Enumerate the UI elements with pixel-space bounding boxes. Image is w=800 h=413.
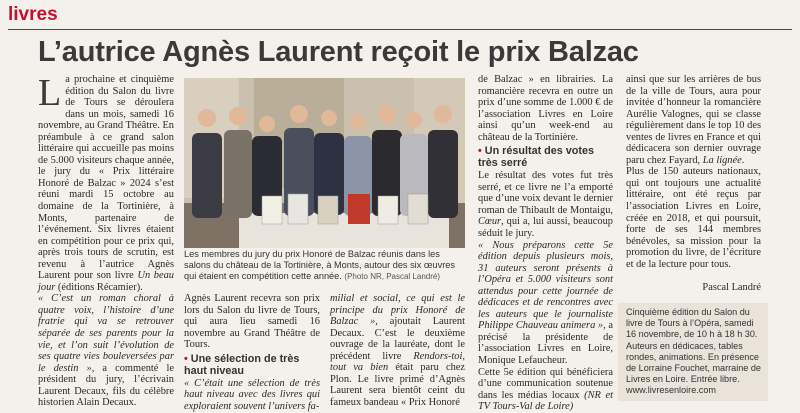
article-column-1 [38,74,174,409]
subheading-text: Une sélection de très haut niveau [184,352,300,377]
article-paragraph-end: (éditions Récamier). [55,281,143,293]
photo-credit: (Photo NR, Pascal Landré) [344,272,441,281]
jury-photo-illustration [184,78,465,248]
section-label: livres [8,4,58,25]
article-paragraph: Plus de 150 auteurs nationaux, qui ont toujours une actualité littéraire, ont été reçus par l’association Livres en Loire, créée en 2018, et qui poursuit, forte de ses 144 membres bénévoles, sa mission pour la promotion du livre, de l’écriture et de la lecture pour tous. [626,166,761,270]
photo-caption [184,249,465,282]
subheading [478,145,613,169]
event-info-line: En présence de Lorraine Fouchet, marraine de Livres en Loire. Entrée libre. [626,351,761,385]
jury-quote: « C’était une sélection de très haut niveau avec des livres qui exploraient souvent l’univers fa- [184,377,320,412]
bullet-icon: • [184,352,188,365]
event-info-line: Cinquième édition du Salon du livre de Tours à l’Opéra, samedi 16 novembre, de 10 h à 18 h 30. Auteurs en dédicaces, tables rondes, animations. [626,307,758,362]
author-signature: Pascal Landré [702,282,761,293]
article-paragraph: , a commenté le président du jury, l’écrivain Laurent Decaux, fils du célèbre historien Alain Decaux. [38,362,174,409]
headline: L’autrice Agnès Laurent reçoit le prix Balzac [38,36,639,68]
book-title: Cœur [478,216,502,228]
event-info-text [626,307,766,397]
article-paragraph: Cette 5e édition qui bénéficiera d’une communication soutenue dans les médias locaux [478,366,613,401]
book-title: Un beau jour [38,270,174,293]
article-column-5: ainsi que sur les arrières de bus de la ville de Tours, aura pour invitée d’honneur la romancière Aurélie Valognes, qui se classe régulièrement dans le top 10 des ventes de livres en France et qui dédicacera son dernier ouvrage paru chez Fayard, La lignée. Plus de 150 auteurs nationaux, qui ont toujours une actualité littéraire, ont été reçus par l’association Livres en Loire, créée en 2018, et qui poursuit, forte de ses 144 membres bénévoles, sa mission pour la promotion du livre, de l’écriture et de la lecture pour tous. [626,74,761,270]
subheading-text: Un résultat des votes très serré [478,145,594,170]
jury-photo [184,78,465,248]
book-title: Rendors-toi, tout va bien [330,350,465,374]
article-paragraph: ainsi que sur les arrières de bus de la ville de Tours, aura pour invitée d’honneur la romancière Aurélie Valognes, qui se classe régulièrement dans le top 10 des ventes de livres en France et qui dédicacera son dernier ouvrage paru chez Fayard, [626,74,761,166]
subheading [184,353,320,377]
event-info-box [618,303,768,401]
article-paragraph-end: , qui a, lui aussi, beaucoup séduit le jury. [478,216,613,240]
article-paragraph: a prochaine et cinquième édition du Salon du livre de Tours se déroulera dans un mois, samedi 16 novembre, au Grand Théâtre. En préambule à ce grand salon littéraire qui accueille pas moins de 5.000 visiteurs chaque année, le jury du « Prix littéraire Honoré de Balzac » 2024 s’est réuni mardi 15 octobre au domaine de la Tortinière, à Monts, partenaire de l’événement. Six livres étaient en compétition pour ce prix qui, après trois tours de scrutin, est revenu à l’autrice Agnès Laurent pour son livre [38,74,174,282]
event-website-link[interactable]: www.livresenloire.com [626,385,716,396]
drop-cap: L [38,72,62,114]
jury-quote: « C’est un roman choral à quatre voix, l’histoire d’une fratrie qui va se retrouver séparée de ses parents pour la vie, et l’on suit l’évolution de ses quatre vies bouleversées par le destin » [38,293,174,374]
article-paragraph: Le résultat des votes fut très serré, et ce livre ne l’a emporté que d’une voix devant le dernier roman de Thibault de Montaigu, [478,170,613,216]
president-quote: « Nous préparons cette 5e édition depuis plusieurs mois, 31 auteurs seront présents à l’Opéra et 5.000 visiteurs sont attendus pour cette journée de dédicaces et de rencontres avec les auteurs que le journaliste Philippe Chauveau animera » [478,239,613,332]
article-paragraph: , ajoutait Laurent Decaux. C’est le deuxième ouvrage de la lauréate, dont le précédent livre [330,316,465,362]
book-title: La lignée [702,154,742,166]
bullet-icon: • [478,145,482,158]
caption-text: Les membres du jury du prix Honoré de Balzac réunis dans les salons du château de la Tortinière, à Monts, autour des six œuvres qui étaient en compétition cette année. [184,249,456,281]
media-names: (NR et TV Tours-Val de Loire) [478,389,613,413]
article-paragraph-end: était paru chez Plon. Le livre primé d’Agnès Laurent sera bientôt ceint du fameux bandeau « Prix Honoré [330,362,466,408]
article-column-2 [184,293,320,412]
article-paragraph: de Balzac » en librairies. La romancière recevra en outre un prix d’une somme de 1.000 € de l’association Livres en Loire ainsi qu’un week-end au château de la Tortinière. [478,74,613,143]
jury-quote: milial et social, ce qui est le principe du prix Honoré de Balzac » [330,293,465,328]
article-paragraph: Agnès Laurent recevra son prix lors du Salon du livre de Tours, qui aura lieu samedi 16 novembre au Grand Théâtre de Tours. [184,293,320,351]
article-column-3 [330,293,465,408]
section-divider [8,29,792,30]
article-paragraph: , a précisé la présidente de l’association Livres en Loire, Monique Lefaucheur. [478,320,613,367]
article-column-4 [478,74,613,413]
